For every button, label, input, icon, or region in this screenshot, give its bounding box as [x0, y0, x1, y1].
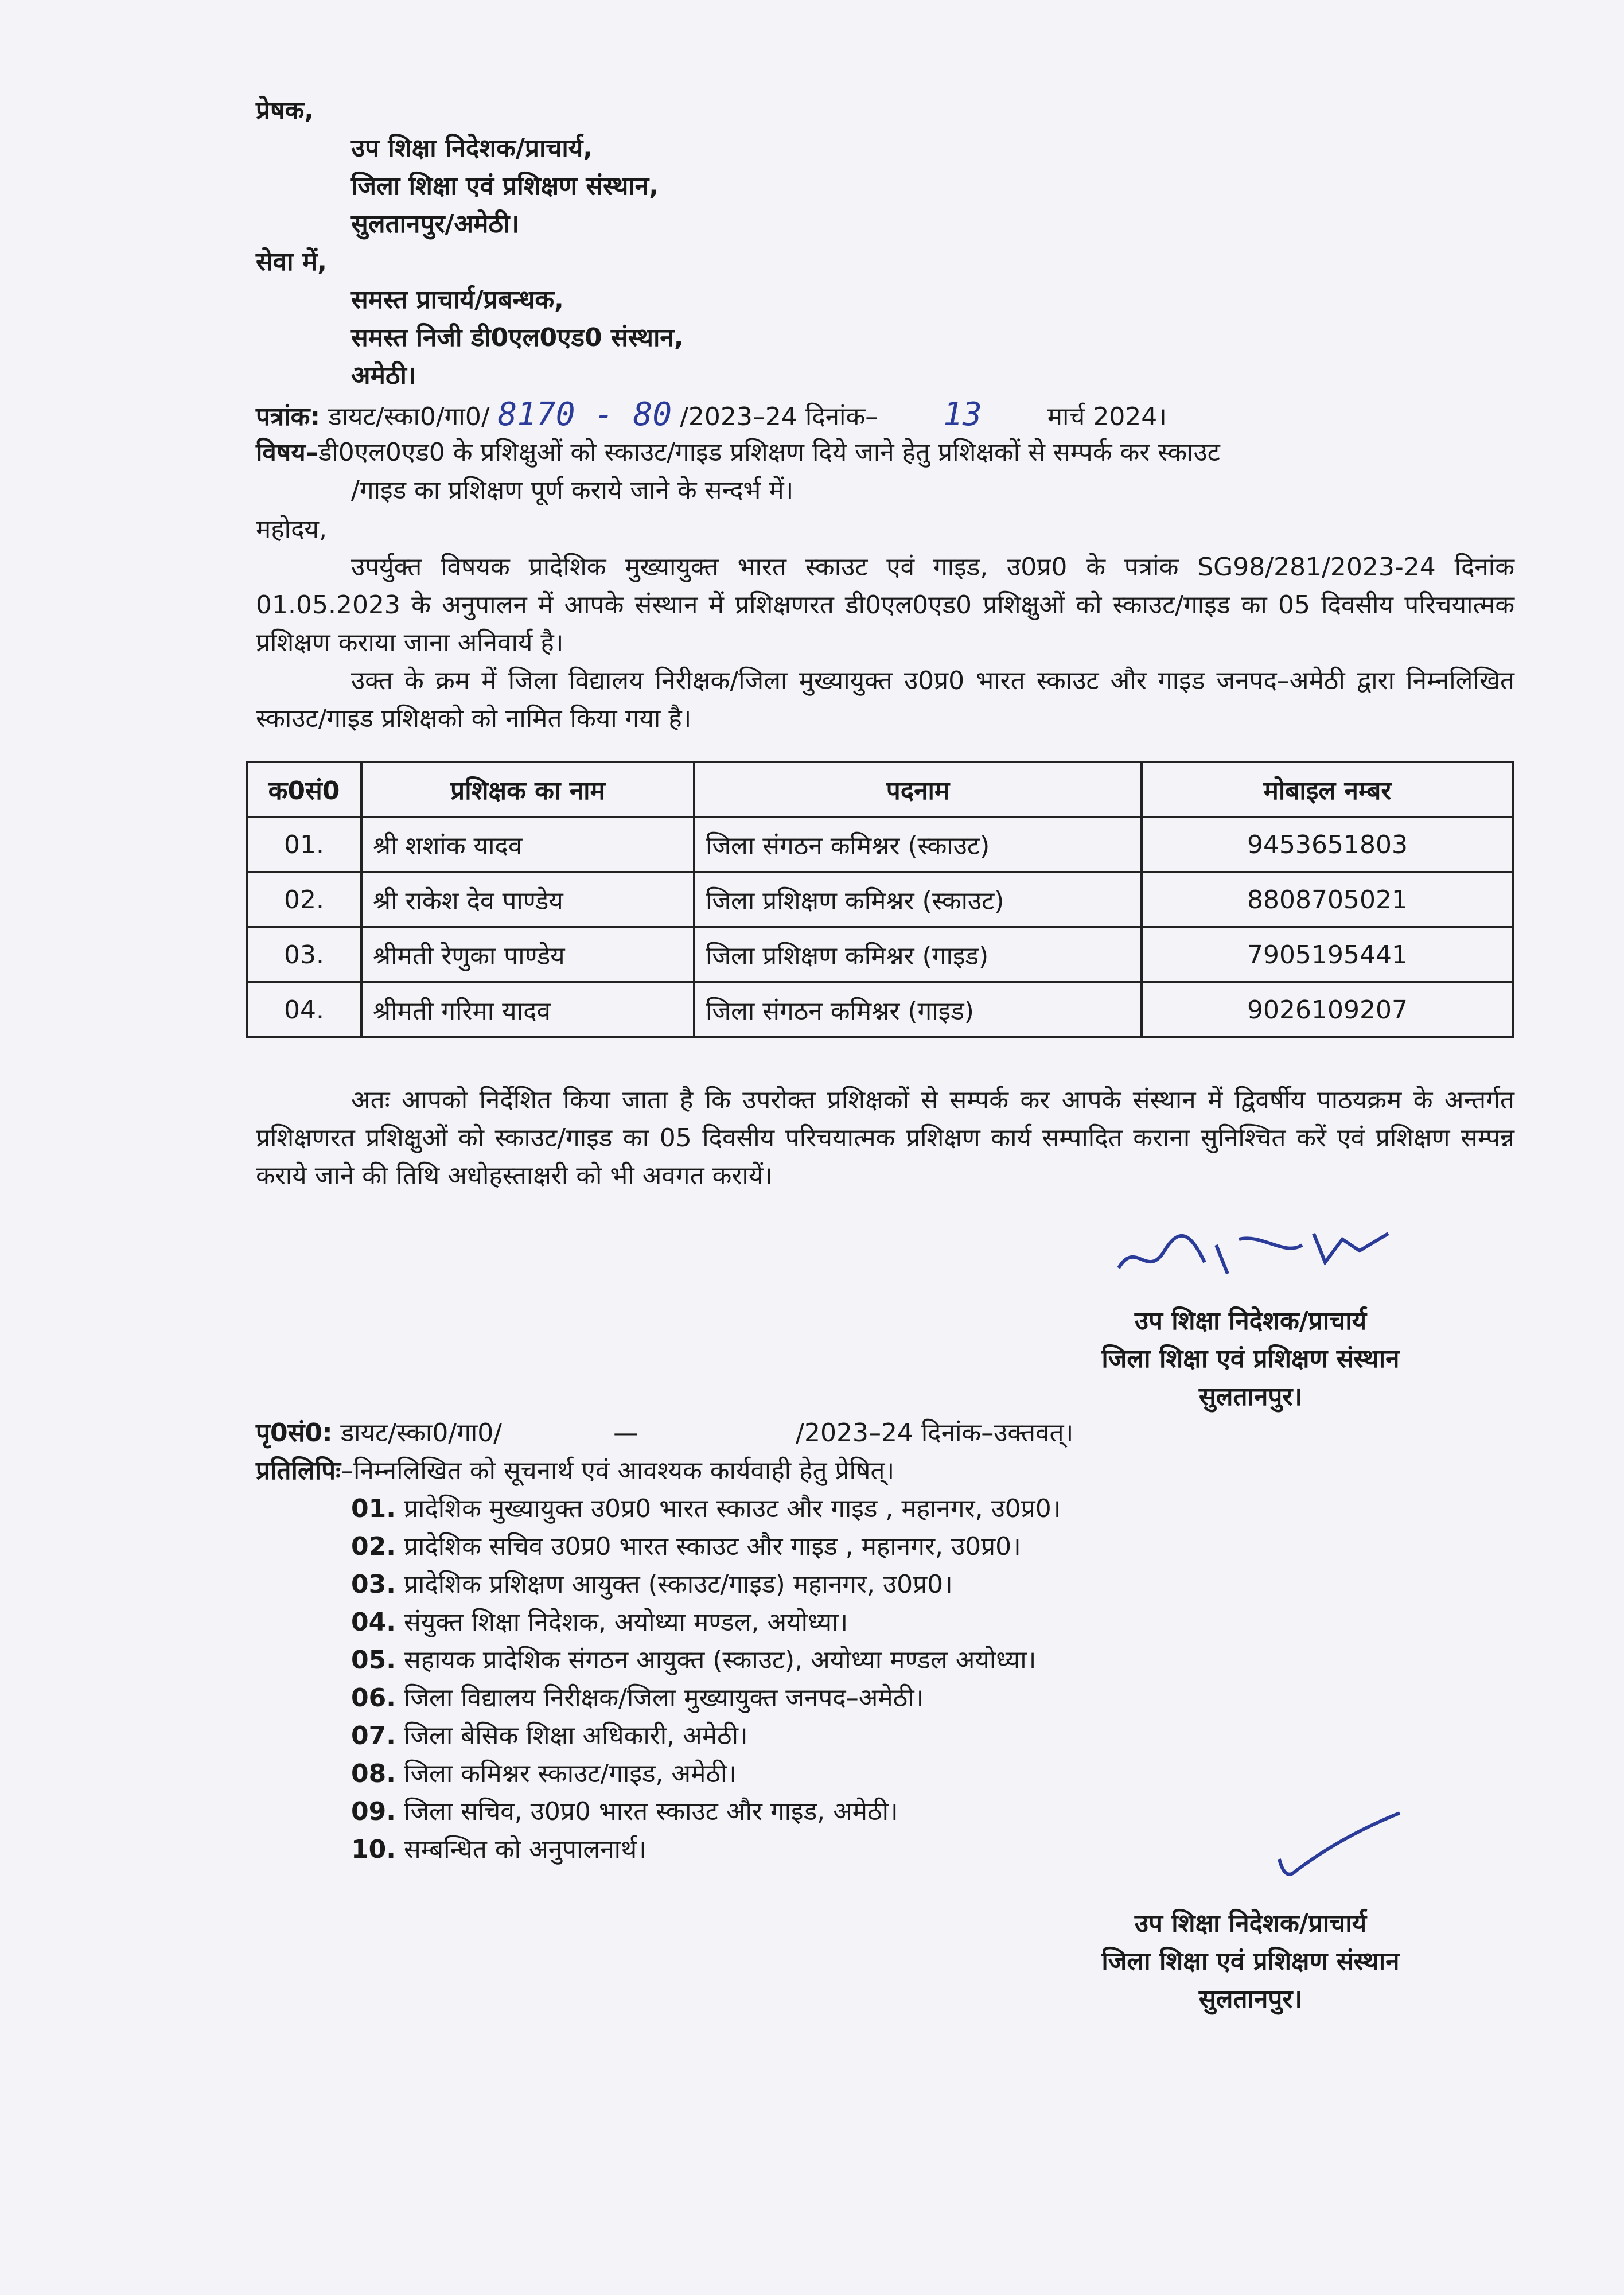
header-serial: क0सं0: [247, 762, 361, 817]
list-item: [351, 1679, 1061, 1717]
table-row: [247, 982, 1513, 1037]
endorsement-dash: —: [613, 1418, 639, 1448]
signatory-institution: जिला शिक्षा एवं प्रशिक्षण संस्थान: [1101, 1947, 1400, 1976]
sender-line: सुलतानपुर/अमेठी।: [351, 209, 520, 239]
sender-block: [256, 92, 684, 395]
subject-label: विषय–: [256, 438, 318, 467]
cell-mobile: 7905195441: [1142, 927, 1513, 982]
endorsement-prefix: डायट/स्का0/गा0/: [340, 1418, 503, 1448]
endorsement-label: पृ0सं0:: [256, 1418, 333, 1448]
item-number: 07.: [351, 1721, 396, 1751]
cell-designation: जिला संगठन कमिश्नर (स्काउट): [694, 817, 1142, 872]
signatory-place: सुलतानपुर।: [1198, 1985, 1303, 2014]
endorsement-line: [256, 1414, 1073, 1452]
sender-label: प्रेषक,: [256, 96, 314, 125]
cell-name: श्री राकेश देव पाण्डेय: [361, 872, 694, 927]
signature-1: [1113, 1216, 1400, 1291]
item-number: 08.: [351, 1759, 396, 1788]
header-name: प्रशिक्षक का नाम: [361, 762, 694, 817]
signatory-designation: उप शिक्षा निदेशक/प्राचार्य: [1134, 1306, 1367, 1336]
signature-block-2: [1021, 1905, 1480, 2018]
recipient-line: समस्त निजी डी0एल0एड0 संस्थान,: [351, 323, 684, 352]
signature-2-tick: [1274, 1807, 1411, 1882]
paragraph-3: अतः आपको निर्देशित किया जाता है कि उपरोक्त प्रशिक्षकों से सम्पर्क कर आपके संस्थान में द्विवर्षीय पाठयक्रम के अन्तर्गत प्रशिक्षणरत प्रशिक्षुओं को स्काउट/गाइड का 05 दिवसीय परिचयात्मक प्रशिक्षण कार्य सम्पादित कराना सुनिश्चित करें एवं प्रशिक्षण सम्पन्न कराये जाने की तिथि अधोहस्ताक्षरी को भी अवगत करायें।: [256, 1086, 1514, 1191]
list-item: [351, 1641, 1061, 1679]
cell-serial: 01.: [247, 817, 361, 872]
signatory-designation: उप शिक्षा निदेशक/प्राचार्य: [1134, 1909, 1367, 1938]
reference-label: पत्रांक:: [256, 402, 321, 431]
recipient-label: सेवा में,: [256, 247, 327, 277]
list-item: [351, 1490, 1061, 1528]
cell-designation: जिला संगठन कमिश्नर (गाइड): [694, 982, 1142, 1037]
list-item: [351, 1831, 1061, 1869]
subject: [256, 434, 1220, 509]
signatory-institution: जिला शिक्षा एवं प्रशिक्षण संस्थान: [1101, 1344, 1400, 1374]
item-number: 06.: [351, 1683, 396, 1713]
subject-line1: डी0एल0एड0 के प्रशिक्षुओं को स्काउट/गाइड प्रशिक्षण दिये जाने हेतु प्रशिक्षकों से सम्पर्क कर स्काउट: [318, 438, 1220, 467]
sender-line: जिला शिक्षा एवं प्रशिक्षण संस्थान,: [351, 172, 659, 201]
item-text: सम्बन्धित को अनुपालनार्थ।: [403, 1835, 647, 1864]
item-number: 05.: [351, 1646, 396, 1675]
trainers-table: [246, 761, 1514, 1038]
copy-intro: [256, 1452, 894, 1490]
cell-serial: 03.: [247, 927, 361, 982]
endorsement-suffix: /2023–24 दिनांक–उक्तवत्।: [796, 1418, 1074, 1448]
cell-name: श्रीमती रेणुका पाण्डेय: [361, 927, 694, 982]
item-text: प्रादेशिक प्रशिक्षण आयुक्त (स्काउट/गाइड) महानगर, उ0प्र0।: [403, 1570, 953, 1599]
copy-list: [351, 1490, 1061, 1869]
list-item: [351, 1604, 1061, 1641]
copy-label: प्रतिलिपिः: [256, 1456, 341, 1485]
list-item: [351, 1566, 1061, 1604]
recipient-line: अमेठी।: [351, 361, 416, 390]
recipient-line: समस्त प्राचार्य/प्रबन्धक,: [351, 285, 564, 314]
cell-mobile: 9453651803: [1142, 817, 1513, 872]
cell-designation: जिला प्रशिक्षण कमिश्नर (स्काउट): [694, 872, 1142, 927]
cell-name: श्रीमती गरिमा यादव: [361, 982, 694, 1037]
item-text: जिला बेसिक शिक्षा अधिकारी, अमेठी।: [403, 1721, 748, 1751]
cell-mobile: 9026109207: [1142, 982, 1513, 1037]
header-designation: पदनाम: [694, 762, 1142, 817]
item-text: प्रादेशिक सचिव उ0प्र0 भारत स्काउट और गाइड , महानगर, उ0प्र0।: [403, 1532, 1021, 1561]
item-text: जिला विद्यालय निरीक्षक/जिला मुख्यायुक्त जनपद–अमेठी।: [403, 1683, 924, 1713]
cell-serial: 04.: [247, 982, 361, 1037]
item-text: सहायक प्रादेशिक संगठन आयुक्त (स्काउट), अयोध्या मण्डल अयोध्या।: [403, 1646, 1037, 1675]
cell-designation: जिला प्रशिक्षण कमिश्नर (गाइड): [694, 927, 1142, 982]
table-header-row: [247, 762, 1513, 817]
list-item: [351, 1793, 1061, 1831]
cell-serial: 02.: [247, 872, 361, 927]
reference-month-year: मार्च 2024।: [1047, 402, 1167, 431]
salutation: महोदय,: [256, 515, 327, 544]
subject-line2: /गाइड का प्रशिक्षण पूर्ण कराये जाने के सन्दर्भ में।: [351, 476, 794, 505]
item-number: 02.: [351, 1532, 396, 1561]
cell-name: श्री शशांक यादव: [361, 817, 694, 872]
signatory-place: सुलतानपुर।: [1198, 1382, 1303, 1411]
reference-prefix: डायट/स्का0/गा0/: [328, 402, 490, 431]
list-item: [351, 1528, 1061, 1566]
paragraph-2: उक्त के क्रम में जिला विद्यालय निरीक्षक/जिला मुख्यायुक्त उ0प्र0 भारत स्काउट और गाइड जनपद–अमेठी द्वारा निम्नलिखित स्काउट/गाइड प्रशिक्षको को नामित किया गया है।: [256, 666, 1514, 733]
item-text: जिला कमिश्नर स्काउट/गाइड, अमेठी।: [403, 1759, 737, 1788]
signature-block-1: [1021, 1302, 1480, 1416]
item-text: जिला सचिव, उ0प्र0 भारत स्काउट और गाइड, अमेठी।: [403, 1797, 898, 1826]
reference-day: 13: [943, 396, 982, 433]
sender-line: उप शिक्षा निदेशक/प्राचार्य,: [351, 134, 593, 163]
header-mobile: मोबाइल नम्बर: [1142, 762, 1513, 817]
item-number: 04.: [351, 1608, 396, 1637]
table-row: [247, 872, 1513, 927]
paragraph-1: उपर्युक्त विषयक प्रादेशिक मुख्यायुक्त भारत स्काउट एवं गाइड, उ0प्र0 के पत्रांक SG98/281/2023-24 दिनांक 01.05.2023 के अनुपालन में आपके संस्थान में प्रशिक्षणरत डी0एल0एड0 प्रशिक्षुओं को स्काउट/गाइड का 05 दिवसीय परिचयात्मक प्रशिक्षण कराया जाना अनिवार्य है।: [256, 553, 1514, 658]
item-number: 03.: [351, 1570, 396, 1599]
item-text: प्रादेशिक मुख्यायुक्त उ0प्र0 भारत स्काउट और गाइड , महानगर, उ0प्र0।: [403, 1494, 1061, 1523]
reference-number: 8170 - 80: [497, 396, 672, 433]
item-number: 09.: [351, 1797, 396, 1826]
item-number: 10.: [351, 1835, 396, 1864]
list-item: [351, 1717, 1061, 1755]
table-row: [247, 927, 1513, 982]
reference-year: /2023–24 दिनांक–: [680, 402, 878, 431]
table-row: [247, 817, 1513, 872]
copy-intro-text: –निम्नलिखित को सूचनार्थ एवं आवश्यक कार्यवाही हेतु प्रेषित्।: [341, 1456, 895, 1485]
item-text: संयुक्त शिक्षा निदेशक, अयोध्या मण्डल, अयोध्या।: [403, 1608, 848, 1637]
reference-line: [256, 396, 1167, 436]
cell-mobile: 8808705021: [1142, 872, 1513, 927]
item-number: 01.: [351, 1494, 396, 1523]
list-item: [351, 1755, 1061, 1793]
